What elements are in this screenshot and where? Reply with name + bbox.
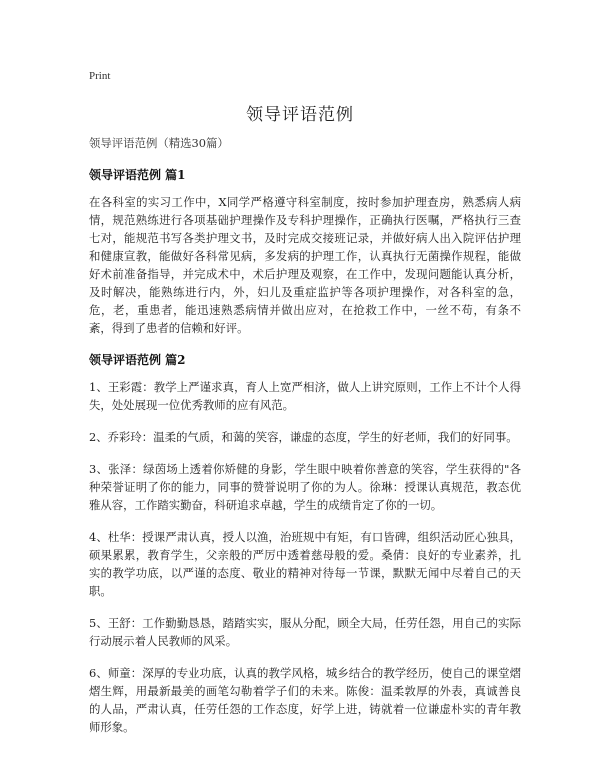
section-2 — [89, 351, 521, 736]
section-heading: 领导评语范例 篇2 — [89, 353, 186, 367]
section-heading: 领导评语范例 篇1 — [89, 168, 186, 182]
section-paragraph: 2、乔彩玲：温柔的气质，和蔼的笑容，谦虚的态度，学生的好老师，我们的好同事。 — [89, 430, 518, 444]
print-label: Print — [89, 70, 111, 82]
section-paragraph: 6、师童：深厚的专业功底，认真的教学风格，城乡结合的教学经历，使自己的课堂熠熠生辉，用最新最美的画笔勾勒着学子们的未来。陈俊：温柔敦厚的外表，真诚善良的人品，严肃认真，任劳任怨的工作态度，好学上进，铸就着一位谦虚朴实的青年教师形象。 — [89, 666, 521, 734]
page-title: 领导评语范例 — [246, 105, 354, 125]
section-paragraph: 1、王彩霞：教学上严谨求真，育人上宽严相济，做人上讲究原则，工作上不计个人得失，处处展现一位优秀教师的应有风范。 — [89, 380, 521, 412]
document-subtitle: 领导评语范例（精选30篇） — [89, 136, 229, 150]
section-paragraph: 5、王舒：工作勤勤恳恳，踏踏实实，服从分配，顾全大局，任劳任怨，用自己的实际行动展示着人民教师的风采。 — [89, 616, 521, 648]
section-paragraph: 3、张泽：绿茵场上透着你矫健的身影，学生眼中映着你善意的笑容，学生获得的"各种荣誉证明了你的能力，同事的赞誉说明了你的为人。徐琳：授课认真规范，教态优雅从容，工作踏实勤奋，科研追求卓越，学生的成绩肯定了你的一切。 — [89, 462, 521, 512]
document-body — [89, 134, 521, 736]
section-paragraph: 4、杜华：授课严肃认真，授人以渔，治班规中有矩，有口皆碑，组织活动匠心独具，硕果累累，教育学生，父亲般的严厉中透着慈母般的爱。桑倩：良好的专业素养，扎实的教学功底，以严谨的态度、敬业的精神对待每一节课，默默无闻中尽着自己的天职。 — [89, 530, 521, 598]
section-1 — [89, 166, 521, 337]
section-paragraph: 在各科室的实习工作中，X同学严格遵守科室制度，按时参加护理查房，熟悉病人病情，规范熟练进行各项基础护理操作及专科护理操作，正确执行医嘱，严格执行三查七对，能规范书写各类护理文书，及时完成交接班记录，并做好病人出入院评估护理和健康宣教，能做好各科常见病，多发病的护理工作，认真执行无菌操作规程，能做好术前准备指导，并完成术中，术后护理及观察，在工作中，发现问题能认真分析，及时解决，能熟练进行内，外，妇儿及重症监护等各项护理操作，对各科室的急，危，老，重患者，能迅速熟悉病情并做出应对，在抢救工作中，一丝不苟，有条不紊，得到了患者的信赖和好评。 — [89, 195, 521, 335]
